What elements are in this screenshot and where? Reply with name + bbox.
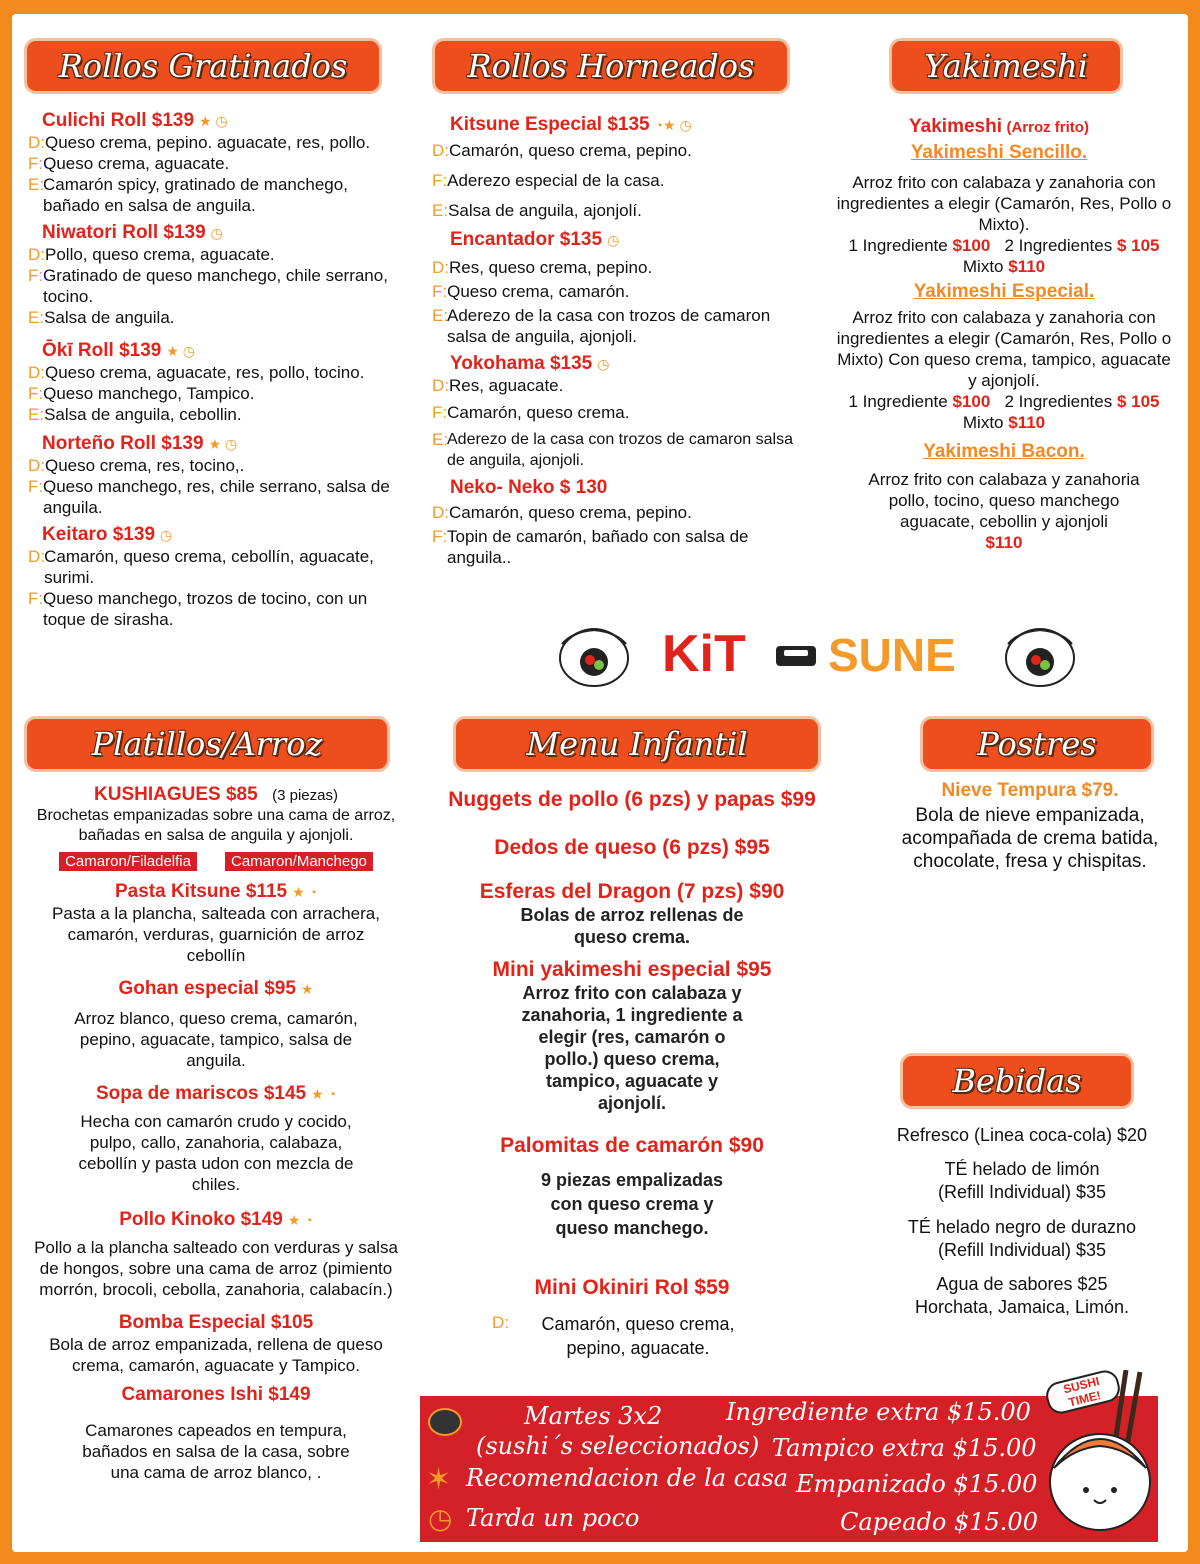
infantil-section (420, 788, 844, 1360)
promo-martes: Martes 3x2 (524, 1402, 663, 1430)
item-title: Neko- Neko $ 130 (450, 477, 608, 498)
star-clock-icon: ★ ◷ (166, 343, 195, 359)
item-palomitas: Palomitas de camarón $90 (500, 1134, 764, 1157)
item-title: Gohan especial $95 (118, 978, 296, 999)
yakimeshi-especial-mixto (814, 412, 1194, 433)
line-text: Salsa de anguila, cebollin. (44, 405, 242, 424)
line-label: E: (28, 405, 45, 424)
clock-icon: ◷ (210, 225, 223, 241)
menu-item (28, 433, 408, 518)
item-line (28, 455, 408, 476)
menu-item (28, 110, 408, 216)
item-desc: Bola de arroz empanizada, rellena de queso crema, camarón, aguacate y Tampico. (49, 1335, 383, 1375)
yakimeshi-sencillo-desc: Arroz frito con calabaza y zanahoria con ingredientes a elegir (Camarón, Res, Pollo o Mixto). (836, 173, 1172, 234)
item-line (28, 546, 408, 588)
clock-icon: ◷ (607, 232, 620, 248)
yakimeshi-title: Yakimeshi (909, 116, 1002, 137)
yakimeshi-sencillo-mixto (814, 256, 1194, 277)
tag-camaron-filadelfia: Camaron/Filadelfia (59, 852, 197, 871)
logo-sune: SUNE (828, 629, 956, 681)
price-value: $110 (1008, 257, 1046, 276)
yakimeshi-bacon-desc: Arroz frito con calabaza y zanahoria pollo, tocino, queso manchego aguacate, cebollin y ajonjoli (868, 470, 1140, 531)
line-text: Camarón spicy, gratinado de manchego, bañado en salsa de anguila. (43, 175, 348, 215)
line-label: E: (432, 430, 449, 449)
item-palomitas-desc: 9 piezas empalizadas con queso crema y queso manchego. (540, 1170, 724, 1238)
bebida-line: (Refill Individual) $35 (937, 1182, 1107, 1202)
yakimeshi-especial-title: Yakimeshi Especial. (913, 281, 1095, 302)
price-label: 2 Ingredientes (1004, 392, 1113, 411)
line-label: D: (28, 245, 45, 264)
bebida-line: TÉ helado negro de durazno (907, 1217, 1137, 1237)
yakimeshi-bacon-price: $110 (985, 533, 1023, 552)
item-mini-okiniri-line (420, 1312, 844, 1360)
line-text: Salsa de anguila. (44, 308, 175, 327)
line-text: Aderezo de la casa con trozos de camaron salsa de anguila, ajonjoli. (447, 431, 793, 469)
tag-camaron-manchego: Camaron/Manchego (225, 852, 373, 871)
sushi-roll-icon (428, 1408, 462, 1436)
line-text: Queso manchego, trozos de tocino, con un toque de sirasha. (43, 589, 368, 629)
item-line (28, 174, 408, 216)
line-text: Camarón, queso crema, cebollín, aguacate, surimi. (44, 547, 374, 587)
line-text: Queso manchego, res, chile serrano, salsa de anguila. (43, 477, 390, 517)
item-title: Pollo Kinoko $149 (119, 1209, 283, 1230)
menu-item (432, 114, 812, 221)
star-clock-icon: ◔★ ◷ (654, 117, 692, 133)
line-label: F: (432, 282, 448, 301)
item-line (432, 281, 812, 302)
promo-tarda: Tarda un poco (466, 1504, 640, 1532)
gratinados-list (28, 110, 408, 630)
menu-item (20, 1083, 412, 1195)
item-title: Bomba Especial $105 (118, 1312, 314, 1333)
line-text: Aderezo de la casa con trozos de camaron salsa de anguila, ajonjoli. (447, 306, 771, 346)
line-label: D: (432, 376, 449, 395)
bebida-line: Horchata, Jamaica, Limón. (914, 1297, 1130, 1317)
item-title: Encantador $135 (450, 229, 603, 250)
menu-item (20, 1209, 412, 1300)
clock-icon: ◷ (428, 1503, 453, 1534)
yakimeshi-sencillo-title: Yakimeshi Sencillo. (910, 142, 1088, 163)
item-nieve-tempura: Nieve Tempura $79. (941, 780, 1119, 801)
line-text: Pollo, queso crema, aguacate. (45, 245, 275, 264)
item-nieve-tempura-desc: Bola de nieve empanizada, acompañada de crema batida, chocolate, fresa y chispitas. (901, 805, 1159, 872)
kitsune-logo (556, 614, 1080, 694)
promo-empanizado: Empanizado $15.00 (796, 1470, 1038, 1498)
line-text: Camarón, queso crema, pepino. (449, 141, 692, 160)
price-value: $ 105 (1116, 392, 1160, 411)
menu-item (432, 353, 812, 471)
price-label: 1 Ingrediente (848, 236, 948, 255)
promo-extra-ingrediente: Ingrediente extra $15.00 (726, 1398, 1031, 1426)
line-label: F: (432, 171, 448, 190)
line-text: Topin de camarón, bañado con salsa de anguila.. (447, 527, 749, 567)
line-text: Camarón, queso crema, pepino. (449, 503, 692, 522)
yakimeshi-section (814, 116, 1194, 553)
item-title: Ōkī Roll $139 (42, 340, 162, 361)
item-esferas: Esferas del Dragon (7 pzs) $90 (479, 880, 785, 903)
star-clock-icon: ★ ◷ (208, 436, 238, 452)
menu-item (432, 477, 812, 568)
item-line (28, 588, 408, 630)
logo-kit: KiT (662, 625, 746, 683)
bebida-line: Agua de sabores $25 (936, 1274, 1108, 1294)
postres-section (880, 780, 1180, 873)
line-label: F: (432, 527, 448, 546)
header-bebidas: Bebidas (900, 1053, 1134, 1109)
menu-item (28, 340, 408, 425)
item-line (28, 362, 408, 383)
item-line (432, 305, 812, 347)
item-title: Yokohama $135 (450, 353, 593, 374)
item-line (28, 153, 408, 174)
clock-icon: ◷ (597, 356, 610, 372)
line-text: Queso crema, camarón. (447, 282, 630, 301)
line-label: E: (432, 306, 449, 325)
bebida-line: (Refill Individual) $35 (937, 1240, 1107, 1260)
line-label: F: (432, 403, 448, 422)
yakimeshi-especial-desc: Arroz frito con calabaza y zanahoria con ingredientes a elegir (Camarón, Res, Pollo o Mixto) Con queso crema, tampico, aguacate y ajonjolí. (836, 308, 1172, 390)
line-label: E: (432, 201, 449, 220)
sushi-roll-icon (556, 614, 1080, 694)
star-icon: ★ (300, 981, 314, 997)
platillos-section (20, 784, 412, 1483)
item-title: Pasta Kitsune $115 (114, 881, 288, 902)
item-line (432, 526, 812, 568)
line-label: D: (28, 363, 45, 382)
line-text: Gratinado de queso manchego, chile serrano, tocino. (43, 266, 388, 306)
line-label: D: (432, 503, 449, 522)
sushi-time-sticker (1046, 1370, 1154, 1540)
header-rollos-horneados: Rollos Horneados (432, 38, 790, 94)
promo-capeado: Capeado $15.00 (840, 1508, 1038, 1536)
line-label: D: (28, 547, 45, 566)
item-title: KUSHIAGUES $85 (94, 784, 258, 805)
promo-extra-tampico: Tampico extra $15.00 (772, 1434, 1037, 1462)
line-label: F: (28, 266, 44, 285)
header-rollos-gratinados: Rollos Gratinados (24, 38, 382, 94)
item-mini-okiniri: Mini Okiniri Rol $59 (534, 1276, 730, 1299)
horneados-list (432, 114, 812, 568)
item-mini-yakimeshi-desc: Arroz frito con calabaza y zanahoria, 1 ingrediente a elegir (res, camarón o pollo.) queso crema, tampico, aguacate y ajonjolí. (521, 983, 743, 1113)
item-title: Kitsune Especial $135 (450, 114, 650, 135)
line-label: E: (28, 175, 45, 194)
item-title: Culichi Roll $139 (42, 110, 195, 131)
price-label: Mixto (962, 257, 1004, 276)
bebida-line: Refresco (Linea coca-cola) $20 (896, 1125, 1148, 1145)
item-line (432, 375, 812, 396)
item-line (432, 257, 812, 278)
item-line (28, 132, 408, 153)
menu-item (20, 784, 412, 871)
line-label: F: (28, 589, 44, 608)
line-text: Queso manchego, Tampico. (43, 384, 255, 403)
star-clock-icon: ★ ◷ (199, 113, 228, 129)
promo-recomendacion: Recomendacion de la casa (466, 1464, 789, 1492)
price-value: $110 (1008, 413, 1046, 432)
line-text: Queso crema, aguacate. (43, 154, 230, 173)
item-nuggets: Nuggets de pollo (6 pzs) y papas $99 (448, 788, 816, 811)
price-value: $100 (952, 236, 991, 255)
line-label: F: (28, 384, 44, 403)
item-line (28, 383, 408, 404)
item-line (432, 402, 812, 423)
promo-bar (420, 1373, 1158, 1542)
item-line (28, 265, 408, 307)
price-label: 2 Ingredientes (1004, 236, 1113, 255)
line-label: D: (432, 258, 449, 277)
yakimeshi-bacon-title: Yakimeshi Bacon. (923, 441, 1085, 462)
yakimeshi-especial-prices (814, 391, 1194, 412)
line-text: Camarón, queso crema. (447, 403, 630, 422)
star-clock-icon: ★ ◔ (287, 1212, 313, 1228)
item-dedos: Dedos de queso (6 pzs) $95 (494, 836, 770, 859)
item-desc: Arroz blanco, queso crema, camarón, pepino, aguacate, tampico, salsa de anguila. (74, 1009, 358, 1070)
header-yakimeshi: Yakimeshi (889, 38, 1123, 94)
item-title: Camarones Ishi $149 (121, 1384, 311, 1405)
item-desc: Camarones capeados en tempura, bañados en salsa de la casa, sobre una cama de arroz blanco, . (82, 1421, 350, 1482)
line-label: D: (492, 1313, 509, 1332)
line-text: Queso crema, pepino. aguacate, res, pollo. (45, 133, 371, 152)
item-line (432, 502, 812, 523)
header-postres: Postres (920, 716, 1154, 772)
item-note: (3 piezas) (272, 787, 338, 804)
item-mini-yakimeshi: Mini yakimeshi especial $95 (492, 958, 772, 981)
item-title: Niwatori Roll $139 (42, 222, 206, 243)
line-text: Queso crema, aguacate, res, pollo, tocino. (45, 363, 365, 382)
star-clock-icon: ★ ◔ (292, 884, 318, 900)
line-label: E: (28, 308, 45, 327)
item-title: Sopa de mariscos $145 (95, 1083, 307, 1104)
sticker-text: SUSHI TIME! (1043, 1368, 1123, 1417)
item-desc: Pasta a la plancha, salteada con arrachera, camarón, verduras, guarnición de arroz cebollín (52, 904, 380, 965)
header-menu-infantil: Menu Infantil (453, 716, 821, 772)
item-line (28, 307, 408, 328)
menu-item (20, 881, 412, 966)
item-line (28, 404, 408, 425)
line-label: F: (28, 154, 44, 173)
menu-item (28, 222, 408, 328)
bebida-line: TÉ helado de limón (944, 1159, 1100, 1179)
yakimeshi-sencillo-prices (814, 235, 1194, 256)
line-text: Res, queso crema, pepino. (449, 258, 653, 277)
menu-item (20, 1312, 412, 1376)
star-icon: ✶ (426, 1463, 452, 1496)
clock-icon: ◷ (160, 527, 173, 543)
item-line (432, 200, 812, 221)
yakimeshi-note: (Arroz frito) (1006, 119, 1089, 136)
star-clock-icon: ★ ◔ (311, 1086, 337, 1102)
item-desc: Pollo a la plancha salteado con verduras y salsa de hongos, sobre una cama de arroz (pimiento morrón, brocoli, cebolla, zanahoria, calabacín.) (34, 1238, 398, 1299)
line-text: Res, aguacate. (449, 376, 564, 395)
item-desc: Hecha con camarón crudo y cocido, pulpo, callo, zanahoria, calabaza, cebollín y pasta udon con mezcla de chiles. (78, 1112, 354, 1194)
menu-item (20, 978, 412, 1071)
item-title: Keitaro $139 (42, 524, 156, 545)
price-value: $100 (952, 392, 991, 411)
price-label: Mixto (962, 413, 1004, 432)
item-title: Norteño Roll $139 (42, 433, 204, 454)
line-text: Camarón, queso crema, pepino, aguacate. (541, 1314, 735, 1358)
item-line (432, 429, 812, 471)
promo-martes-sub: (sushi´s seleccionados) (476, 1432, 760, 1460)
price-value: $ 105 (1116, 236, 1160, 255)
item-line (432, 140, 812, 161)
menu-item (28, 524, 408, 630)
header-platillos-arroz: Platillos/Arroz (24, 716, 390, 772)
item-line (28, 476, 408, 518)
line-label: D: (28, 456, 45, 475)
menu-item (20, 1384, 412, 1483)
item-desc: Brochetas empanizadas sobre una cama de arroz, bañadas en salsa de anguila y ajonjoli. (36, 807, 396, 844)
item-line (432, 170, 812, 191)
line-label: D: (28, 133, 45, 152)
line-text: Queso crema, res, tocino,. (45, 456, 245, 475)
line-label: D: (432, 141, 449, 160)
item-esferas-desc: Bolas de arroz rellenas de queso crema. (520, 905, 744, 947)
line-label: F: (28, 477, 44, 496)
line-text: Salsa de anguila, ajonjolí. (448, 201, 642, 220)
price-label: 1 Ingrediente (848, 392, 948, 411)
bebidas-section (862, 1124, 1182, 1319)
menu-item (432, 229, 812, 347)
item-line (28, 244, 408, 265)
line-text: Aderezo especial de la casa. (447, 171, 665, 190)
